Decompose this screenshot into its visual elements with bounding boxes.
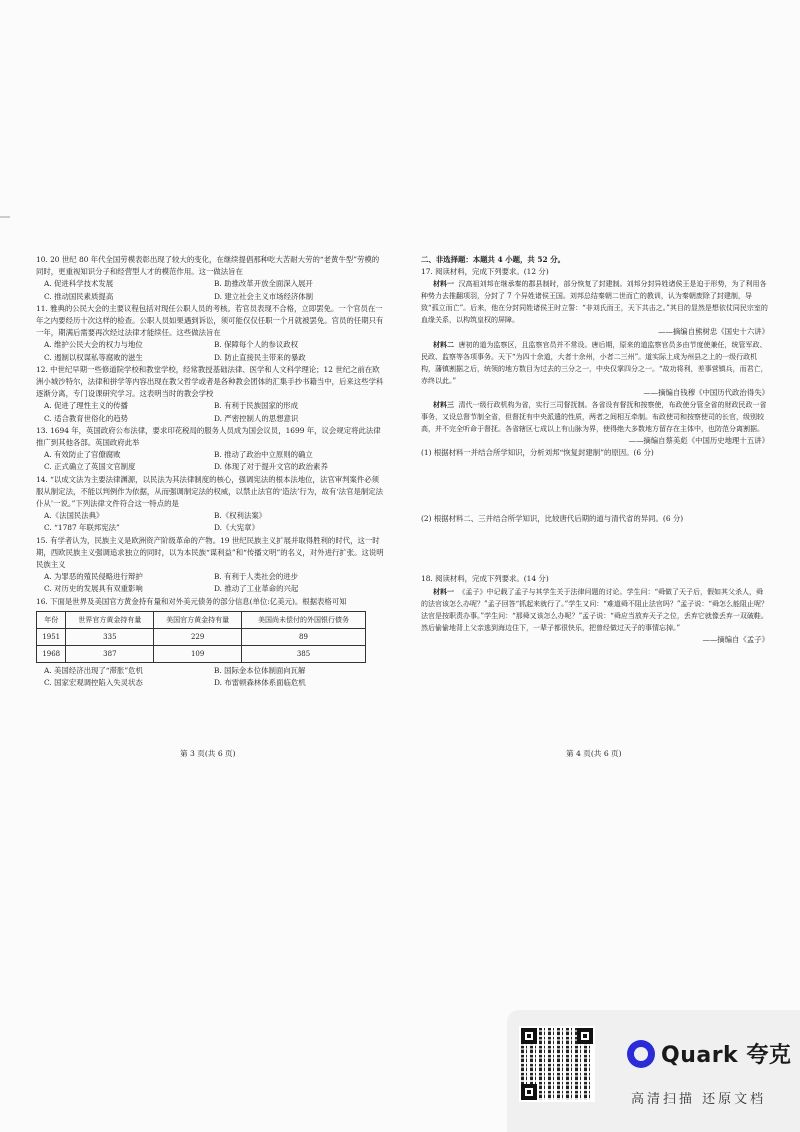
table-header-cell: 年份: [37, 611, 66, 628]
q12-option-b: B. 有利于民族国家的形成: [214, 401, 299, 411]
answer-space: [421, 525, 769, 573]
q17-sub-question-1: (1) 根据材料一并结合所学知识，分析刘邦“恢复封建制”的原因。(6 分): [421, 448, 654, 458]
material-label: 材料一: [433, 586, 454, 596]
q17-material-3: [421, 399, 769, 435]
q10-option-d: D. 建立社会主义市场经济体制: [214, 291, 314, 301]
table-cell: 335: [66, 628, 154, 645]
q15-option-d: D. 推动了工业革命的兴起: [214, 584, 299, 594]
q10-option-c: C. 推动国民素质提高: [44, 291, 114, 301]
q17-material-1: [421, 278, 769, 326]
q15-options: [44, 571, 384, 595]
q11-option-d: D. 防止直接民主带来的暴政: [214, 352, 306, 362]
q12-stem: 12. 中世纪早期一些修道院学校和教堂学校，经常教授基础法律、医学和人文科学理论；12 世纪之前在欧洲小城沙特尔，法律和拼学等内容出现在教父哲学或者是各种教会团体的汇集手抄书籍当中，后来这些学科逐渐分离，专门设课研究学习。这表明当时的教会学校: [36, 364, 384, 399]
q16-option-a: A. 美国经济出现了“滞胀”危机: [44, 665, 143, 675]
q18-material-1: [421, 586, 769, 634]
q15-option-b: B. 有利于人类社会的进步: [214, 572, 299, 582]
quark-logo-icon: [627, 1040, 655, 1068]
page-3-column: [36, 254, 384, 689]
q12-option-c: C. 适合教育世俗化的趋势: [44, 413, 128, 423]
section-title: 二、非选择题：本题共 4 小题，共 52 分。: [421, 255, 565, 264]
q11-option-b: B. 保障每个人的参议政权: [214, 340, 299, 350]
table-cell: 109: [154, 645, 242, 662]
q16-table: [36, 611, 366, 663]
table-header-cell: 美国官方黄金持有量: [154, 611, 242, 628]
table-cell: 229: [154, 628, 242, 645]
q10-stem: 10. 20 世纪 80 年代全国劳模表彰出现了较大的变化，在继续提倡那种吃大苦耐大劳的“老黄牛型”劳模的同时，更重视知识分子和经营型人才的模范作用。这一做法旨在: [36, 255, 380, 277]
q14-option-b: B.《权利法案》: [214, 511, 267, 521]
material-text: 清代一级行政机构为省，实行三司督抚制。各省设有督抚和按察使，布政使分管全省的财政民政一省事务，又设总督节制全省，但督抚有中央派遣的性质，两者之间相互牵制。布政使司和按察使司的长官，级别较高，并不完全听命于督抚。各省辖区七成以上有山脉为界，使得绝大多数地方留存在主体中，也防范分离割据。: [421, 400, 767, 433]
scan-mark: [0, 216, 10, 218]
q10-option-b: B. 助推改革开放全面深入展开: [214, 279, 313, 289]
q16-stem: 16. 下面是世界及美国官方黄金持有量和对外美元债务的部分信息(单位:亿美元)。根据表格可知: [36, 596, 347, 606]
q13-option-b: B. 推动了政治中立原则的确立: [214, 450, 313, 460]
q14-option-d: D.《大宪章》: [214, 523, 259, 533]
q17-sub-question-2: (2) 根据材料二、三并结合所学知识，比较唐代后期的道与清代省的异同。(6 分): [421, 514, 684, 524]
table-header-cell: 美国尚未偿付的外国银行债务: [242, 611, 366, 628]
q12-option-a: A. 促进了理性主义的传播: [44, 401, 128, 411]
q12-options: [44, 400, 384, 424]
q10-option-a: A. 促进科学技术发展: [44, 279, 114, 289]
q17-material-2: [421, 339, 769, 387]
q11-option-a: A. 维护公民大会的权力与地位: [44, 340, 143, 350]
answer-space: [421, 459, 769, 513]
q13-options: [44, 449, 384, 473]
quark-watermark: [507, 1010, 800, 1132]
table-cell: 387: [66, 645, 154, 662]
q16-options: [44, 665, 384, 689]
q17-source-1: ——摘编自熊树忠《国史十六讲》: [658, 327, 769, 337]
q11-stem: 11. 雅典的公民大会的主要议程包括对现任公职人员的考核。若官员表现不合格，立即罢免。一个官员在一年之内要经历十次这样的检查。公职人员如果遇到诉讼，须可能仅仅任职一个月就被罢免。官员的任期只有一年，期满后需要再次经过法律才能续任。这些做法旨在: [36, 303, 384, 338]
table-cell: 1951: [37, 628, 66, 645]
material-label: 材料二: [433, 339, 454, 349]
q14-options: [44, 510, 384, 534]
q17-stem: 17. 阅读材料，完成下列要求。(12 分): [421, 267, 549, 277]
table-row: [37, 628, 366, 645]
page-4-footer: 第 4 页(共 6 页): [566, 749, 622, 758]
q13-option-a: A. 有效防止了官僚腐败: [44, 450, 121, 460]
quark-brand: [627, 1038, 791, 1069]
q15-option-c: C. 对历史的发展具有双重影响: [44, 584, 143, 594]
qr-code[interactable]: [521, 1028, 593, 1100]
q15-stem: 15. 有学者认为，民族主义是欧洲资产阶级革命的产物。19 世纪民族主义扩展并取得胜利的时代，这一时期，西欧民族主义强调追求独立的同时，以为本民族“谋利益”和“传播文明”的名义，对外进行扩张。这说明民族主义: [36, 535, 384, 570]
material-text: 《孟子》中记载了孟子与其学生关于法律问题的讨论。学生问：“舜做了天子后，假如其父杀人，舜的法官该怎么办呢？”孟子回答“抓起来就行了。”学生又问：“难道舜不阻止法官吗？”孟子说：“舜怎么能阻止呢？法官是按职责办事。”学生问：“那舜又该怎么办呢？”孟子说：“舜应当放弃天子之位，丢弃它就像丢弃一双破鞋。然后偷偷地背上父亲逃到海边住下，一辈子都很快乐，把曾经做过天子的事情忘掉。”: [421, 587, 768, 632]
quark-brand-name: Quark 夸克: [661, 1043, 792, 1068]
q18-source-1: ——摘编自《孟子》: [702, 634, 769, 644]
table-row: [37, 645, 366, 662]
q10-options: [44, 278, 384, 302]
q11-option-c: C. 遏制以权谋私等腐败的滋生: [44, 352, 143, 362]
table-cell: 1968: [37, 645, 66, 662]
q16-option-b: B. 国际金本位体制面向瓦解: [214, 665, 306, 675]
q13-option-d: D. 体现了对于提升文官的政治素养: [214, 462, 328, 472]
table-header-cell: 世界官方黄金持有量: [66, 611, 154, 628]
material-label: 材料一: [433, 279, 454, 289]
q16-option-c: C. 国家宏观调控陷入失灵状态: [44, 678, 143, 688]
material-text: 汉高祖刘邦在继承秦的郡县制时，部分恢复了封建制。刘邦分封异姓诸侯王是迫于形势，为了利用各种势力去推翻项羽，分封了 7 个异姓诸侯王国。刘邦总结秦朝二世而亡的教训，认为秦朝废除了封建制，导致“孤立而亡”。后来，他在分封同姓诸侯王时立誓：“非刘氏而王，天下共击之。”其目的显然是想依仗同民宗室的血缘关系，以构筑皇权的屏障。: [421, 280, 768, 325]
material-label: 材料三: [433, 399, 454, 409]
q11-options: [44, 339, 384, 363]
page-4-column: [421, 254, 769, 646]
material-text: 唐初的道为监察区，且监察官员并不常设。唐后期，原来的道监察官员多由节度使兼任，统管军政、民政、监察等各项事务。天下“为四十余道，大者十余州，小者二三州”。道实际上成为州县之上的一级行政机构，藩镇割据之后，统领的地方数目为过去的三分之一，中央仅掌四分之一。“故功将利，差事营镇兵，而君亡，赤终以此。”: [421, 340, 768, 385]
q12-option-d: D. 严密控制人的思想意识: [214, 413, 299, 423]
q13-option-c: C. 正式确立了英国文官制度: [44, 462, 136, 472]
q17-source-2: ——摘编自钱穆《中国历代政治得失》: [643, 387, 769, 397]
q18-stem: 18. 阅读材料，完成下列要求。(14 分): [421, 574, 549, 584]
q16-option-d: D. 布雷顿森林体系面临危机: [214, 678, 306, 688]
q15-option-a: A. 为罪恶的殖民侵略进行辩护: [44, 572, 143, 582]
table-header-row: [37, 611, 366, 628]
q14-stem: 14. “以成文法为主要法律渊源，以民法为其法律制度的核心，强调宪法的根本法地位，法官审判案件必须服从制定法，不能以判例作为依据，从而强调制定法的权威，以禁止法官的‘造法’行为，故有‘法官是制定法仆从’一说。”下列法律文件符合这一特点的是: [36, 474, 384, 509]
q17-source-3: ——摘编自蔡美彪《中国历史地理十五讲》: [628, 435, 769, 445]
q13-stem: 13. 1694 年，英国政府公布法律，要求印花税局的服务人员成为国会议员，1699 年，议会规定将此法律推广到其他各部。英国政府此举: [36, 425, 381, 448]
table-cell: 89: [242, 628, 366, 645]
page-3-footer: 第 3 页(共 6 页): [180, 749, 236, 758]
quark-tagline: 高清扫描 还原文档: [631, 1092, 767, 1107]
table-cell: 385: [242, 645, 366, 662]
q14-option-c: C. “1787 年联邦宪法”: [44, 523, 120, 533]
q14-option-a: A.《法国民法典》: [44, 511, 104, 521]
